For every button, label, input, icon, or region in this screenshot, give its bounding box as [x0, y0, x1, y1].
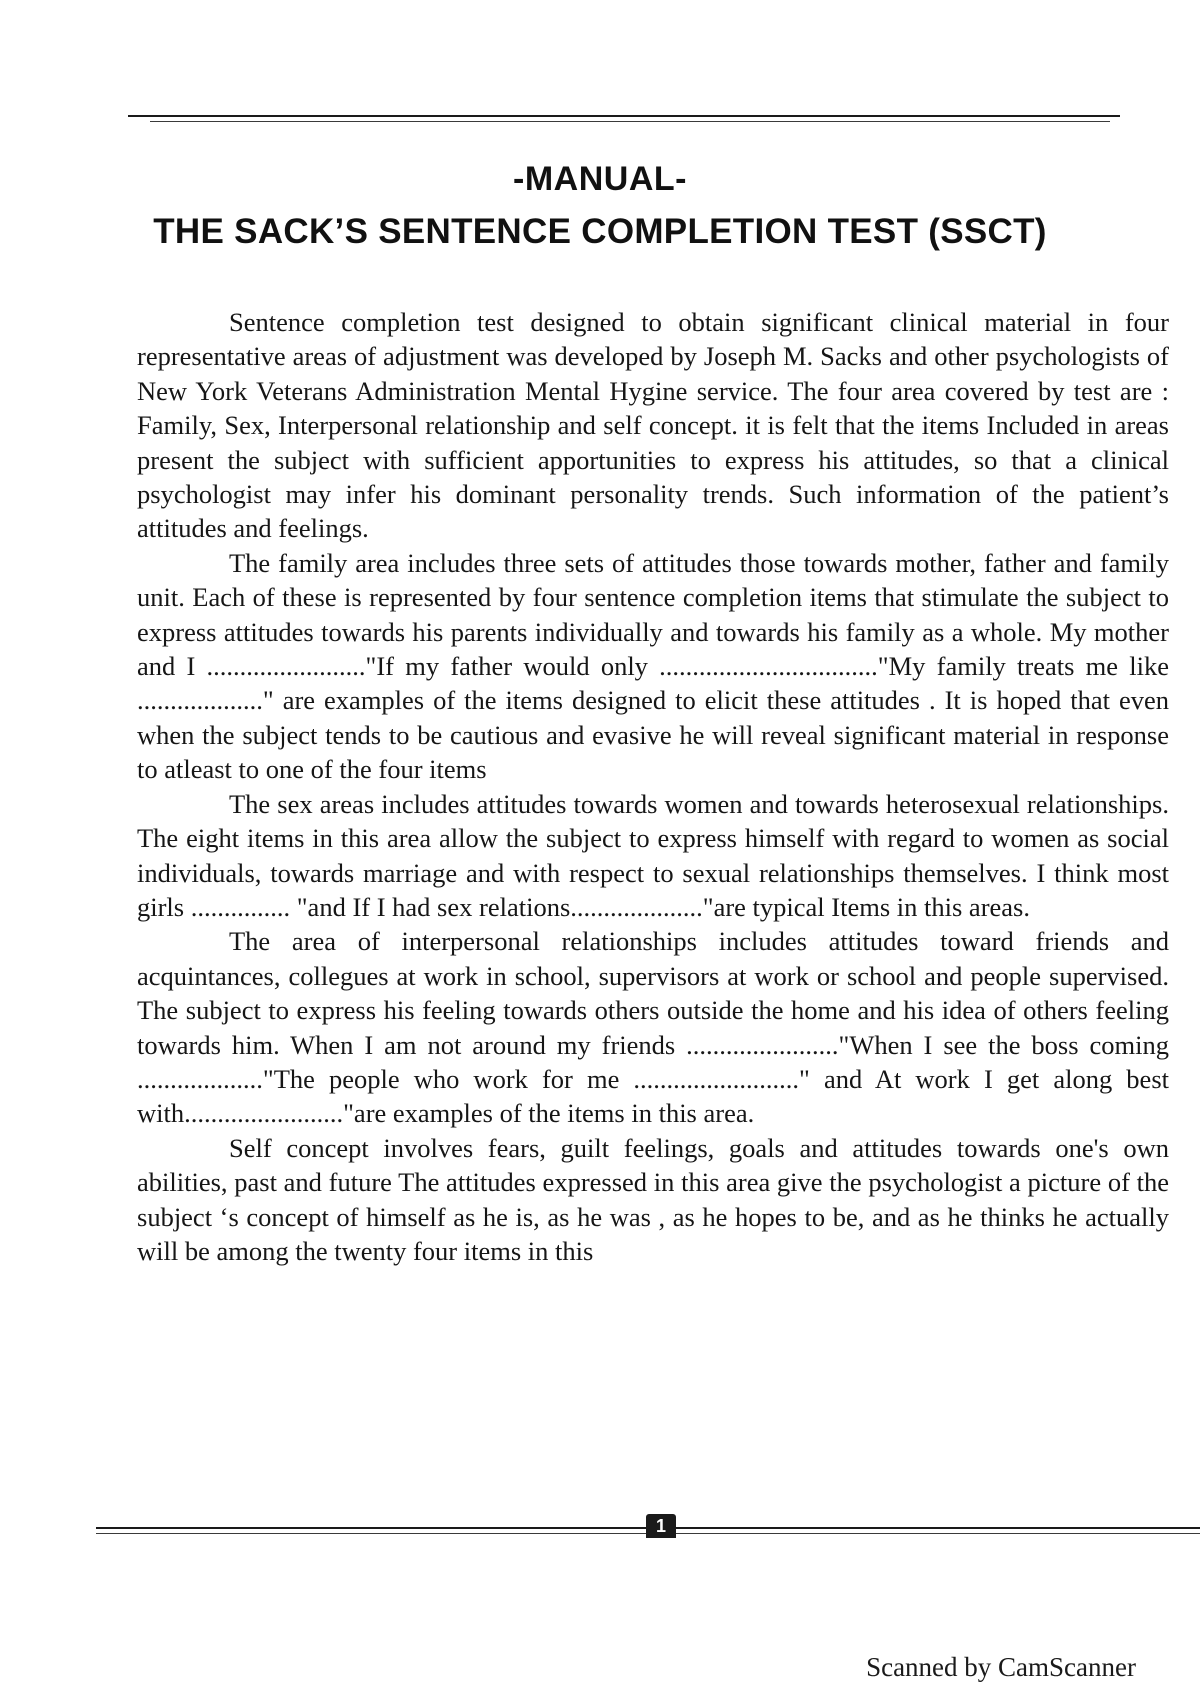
- paragraph-interpersonal-area: The area of interpersonal relationships includes attitudes toward friends and acquintances, collegues at work in school, supervisors at work or school and people supervised. The subject to express his feeling towards others outside the home and his idea of others feeling towards him. When I am not around my friends ......................."When I see the boss coming ..................."The people who work for me ........................." and At work I get along best with........................"are examples of the items in this area.: [137, 926, 1169, 1129]
- document-title: THE SACK’S SENTENCE COMPLETION TEST (SSCT): [153, 212, 1047, 251]
- paragraph-self-concept-area: Self concept involves fears, guilt feelings, goals and attitudes towards one's own abilities, past and future The attitudes expressed in this area give the psychologist a picture of the subject ‘s concept of himself as he is, as he was , as he hopes to be, and as he thinks he actually will be among the twenty four items in this: [137, 1132, 1169, 1266]
- paragraph-introduction: Sentence completion test designed to obtain significant clinical material in four representative areas of adjustment was developed by Joseph M. Sacks and other psychologists of New York Veterans Administration Mental Hygine service. The four area covered by test are : Family, Sex, Interpersonal relationship and self concept. it is felt that the items Included in areas present the subject with sufficient apportunities to express his attitudes, so that a clinical psychologist may infer his dominant personality trends. Such information of the patient’s attitudes and feelings.: [137, 307, 1169, 544]
- paragraph-sex-area: The sex areas includes attitudes towards women and towards heterosexual relationships. The eight items in this area allow the subject to express himself with regard to women as social individuals, towards marriage and with respect to sexual relationships themselves. I think most girls ............... "and If I had sex relations...................."are typical Items in this areas.: [137, 788, 1169, 922]
- body-text: [137, 305, 1169, 1268]
- manual-heading: -MANUAL-: [513, 160, 687, 198]
- paragraph-family-area: The family area includes three sets of attitudes those towards mother, father and family unit. Each of these is represented by four sentence completion items that stimulate the subject to express attitudes towards his parents individually and towards his family as a whole. My mother and I ........................"If my father would only ................................."My family treats me like ..................." are examples of the items designed to elicit these attitudes . It is hoped that even when the subject tends to be cautious and evasive he will reveal significant material in response to atleast to one of the four items: [137, 547, 1169, 785]
- scanner-watermark: Scanned by CamScanner: [866, 1652, 1136, 1682]
- top-rule-secondary: [150, 121, 1110, 122]
- page-number: 1: [646, 1514, 676, 1538]
- top-rule: [128, 115, 1120, 117]
